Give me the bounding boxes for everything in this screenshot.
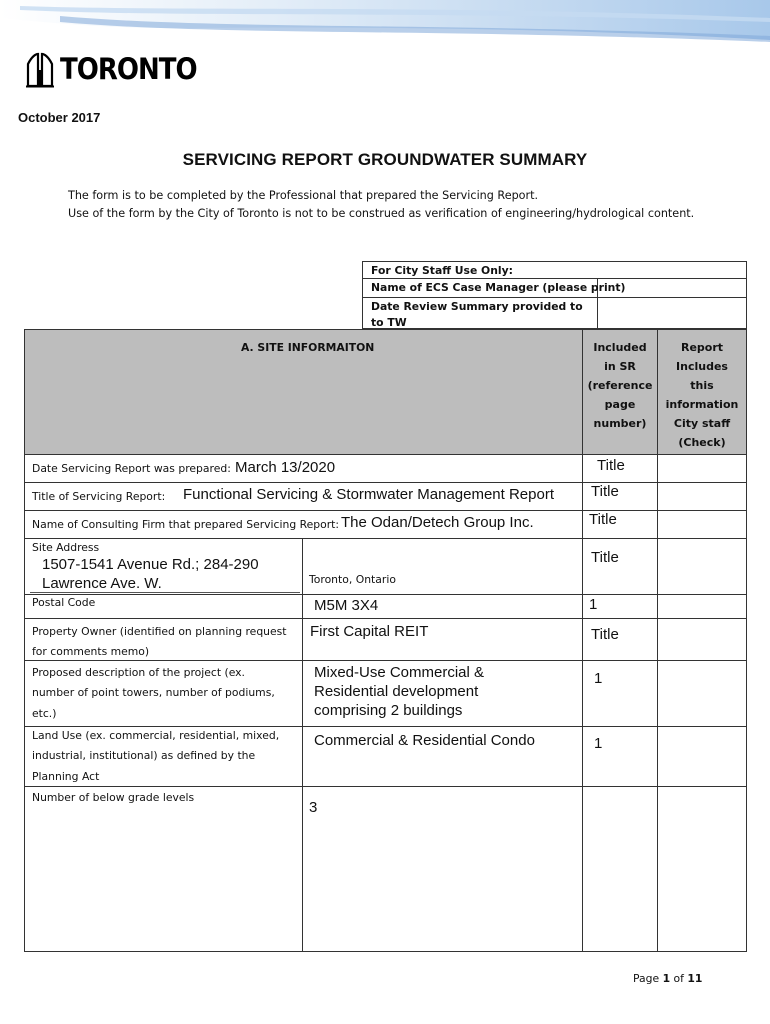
land-use-label-3: Planning Act: [32, 770, 100, 783]
property-owner-ref[interactable]: Title: [591, 626, 619, 643]
date-prepared-value[interactable]: March 13/2020: [235, 459, 336, 476]
page-number: Page 1 of 11: [633, 972, 703, 985]
consulting-firm-value[interactable]: The Odan/Detech Group Inc.: [341, 514, 534, 531]
project-description-label-3: etc.): [32, 707, 57, 720]
consulting-firm-ref[interactable]: Title: [589, 511, 617, 528]
section-title: A. SITE INFORMAITON: [241, 341, 375, 354]
case-manager-field[interactable]: [600, 280, 744, 295]
city-logo: [26, 50, 197, 90]
postal-code-ref[interactable]: 1: [589, 596, 598, 613]
land-use-ref[interactable]: 1: [594, 735, 603, 752]
postal-code-label: Postal Code: [32, 596, 96, 609]
date-prepared-label: Date Servicing Report was prepared:: [32, 462, 231, 475]
intro-line-2: Use of the form by the City of Toronto is not to be construed as verification of engineering/hydrological content.: [68, 207, 695, 220]
land-use-label-2: industrial, institutional) as defined by the: [32, 749, 256, 762]
case-manager-label: Name of ECS Case Manager (please print): [371, 281, 626, 294]
project-description-label-2: number of point towers, number of podiums,: [32, 686, 275, 699]
city-hall-icon: [26, 52, 54, 88]
page-title: SERVICING REPORT GROUNDWATER SUMMARY: [182, 150, 588, 169]
site-address-city: Toronto, Ontario: [309, 573, 396, 586]
intro-line-1: The form is to be completed by the Professional that prepared the Servicing Report.: [68, 189, 539, 202]
report-includes-header: Report Includes this information City staff (Check): [665, 341, 739, 449]
property-owner-label-cont: for comments memo): [32, 645, 150, 658]
below-grade-levels-value[interactable]: 3: [309, 799, 318, 816]
report-title-ref[interactable]: Title: [591, 483, 619, 500]
project-description-value-2[interactable]: Residential development: [314, 683, 479, 700]
project-description-ref[interactable]: 1: [594, 670, 603, 687]
below-grade-levels-label: Number of below grade levels: [32, 791, 195, 804]
review-date-field[interactable]: [600, 299, 744, 327]
land-use-label: Land Use (ex. commercial, residential, mixed,: [32, 729, 280, 742]
document-date: October 2017: [18, 110, 101, 125]
staff-use-heading: For City Staff Use Only:: [371, 264, 513, 277]
review-date-label: Date Review Summary provided to: [371, 300, 583, 313]
postal-code-value[interactable]: M5M 3X4: [314, 597, 379, 614]
logo-wordmark: TORONTO: [60, 53, 197, 87]
site-address-ref[interactable]: Title: [591, 549, 619, 566]
project-description-label: Proposed description of the project (ex.: [32, 666, 245, 679]
report-title-label: Title of Servicing Report:: [32, 490, 166, 503]
review-date-label-cont: to TW: [371, 316, 407, 329]
report-title-value[interactable]: Functional Servicing & Stormwater Management Report: [183, 486, 555, 503]
property-owner-value[interactable]: First Capital REIT: [310, 623, 429, 640]
consulting-firm-label: Name of Consulting Firm that prepared Servicing Report:: [32, 518, 340, 531]
date-prepared-ref[interactable]: Title: [597, 457, 625, 474]
included-in-sr-header: Included in SR (reference page number): [587, 341, 653, 430]
site-address-label: Site Address: [32, 541, 100, 554]
project-description-value-1[interactable]: Mixed-Use Commercial &: [314, 664, 485, 681]
site-address-value-1[interactable]: 1507-1541 Avenue Rd.; 284-290: [42, 556, 259, 573]
project-description-value-3[interactable]: comprising 2 buildings: [314, 702, 463, 719]
site-address-value-2[interactable]: Lawrence Ave. W.: [42, 575, 162, 592]
property-owner-label: Property Owner (identified on planning request: [32, 625, 287, 638]
land-use-value[interactable]: Commercial & Residential Condo: [314, 732, 535, 749]
